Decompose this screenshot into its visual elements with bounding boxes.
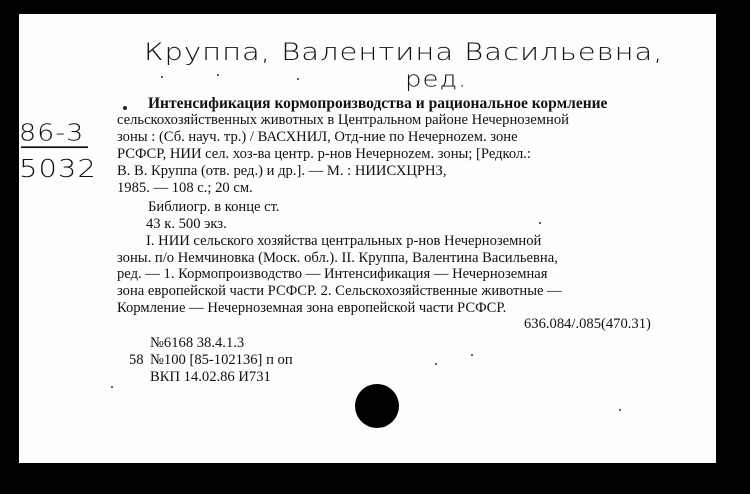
stamp-line-2-prefix: 58: [129, 352, 144, 368]
record-line-13: Кормление — Нечерноземная зона европейской части РСФСР.: [117, 300, 507, 316]
stamp-line-3: ВКП 14.02.86 И731: [150, 369, 271, 385]
record-line-6: 1985. — 108 с.; 20 см.: [117, 180, 253, 196]
record-line-7: Библиогр. в конце ст.: [148, 199, 280, 215]
record-line-10: зоны. п/о Немчиновка (Моск. обл.). II. Круппа, Валентина Васильевна,: [117, 250, 558, 266]
speck: [217, 74, 219, 76]
classification-code: 636.084/.085(470.31): [524, 316, 651, 332]
record-line-8: 43 к. 500 экз.: [146, 216, 227, 232]
shelf-mark-top-text: 86-3: [19, 120, 85, 147]
stamp-line-1: №6168 38.4.1.3: [150, 335, 245, 351]
handwritten-role: ред.: [405, 67, 468, 93]
handwritten-author: Круппа, Валентина Васильевна,: [144, 38, 664, 66]
shelf-mark-underline: [21, 146, 88, 148]
speck: [297, 78, 299, 80]
record-title-line: [148, 96, 607, 112]
record-line-3: зоны : (Сб. науч. тр.) / ВАСХНИЛ, Отд-ние по Нечерноzем. зоне: [117, 129, 518, 145]
record-line-2: сельскохозяйственных животных в Центральном районе Нечерноземной: [117, 112, 569, 128]
catalog-card: [19, 14, 716, 463]
speck: [539, 222, 541, 224]
handwritten-shelf-mark-top: [19, 120, 84, 146]
record-title: Интенсификация кормопроизводства и рациональное кормление: [148, 95, 608, 112]
speck: [111, 386, 113, 388]
record-line-5: В. В. Круппа (отв. ред.) и др.]. — М. : НИИСХЦРНЗ,: [117, 163, 447, 179]
record-line-11: ред. — 1. Кормопроизводство — Интенсификация — Нечерноземная: [117, 266, 548, 282]
record-line-12: зона европейской части РСФСР. 2. Сельскохозяйственные животные —: [117, 283, 562, 299]
speck: [471, 354, 473, 356]
speck: [619, 409, 621, 411]
record-line-4: РСФСР, НИИ сел. хоз-ва центр. р-нов Нечерноzем. зоны; [Редкол.:: [117, 146, 531, 162]
speck: [435, 363, 437, 365]
punch-hole: [355, 384, 399, 428]
stamp-line-2: №100 [85-102136] п оп: [150, 352, 293, 368]
record-line-9: I. НИИ сельского хозяйства центральных р-нов Нечерноземной: [146, 233, 542, 249]
handwritten-shelf-mark-bottom: 5032: [19, 154, 97, 183]
speck: [161, 76, 163, 78]
title-bullet: [123, 106, 127, 110]
